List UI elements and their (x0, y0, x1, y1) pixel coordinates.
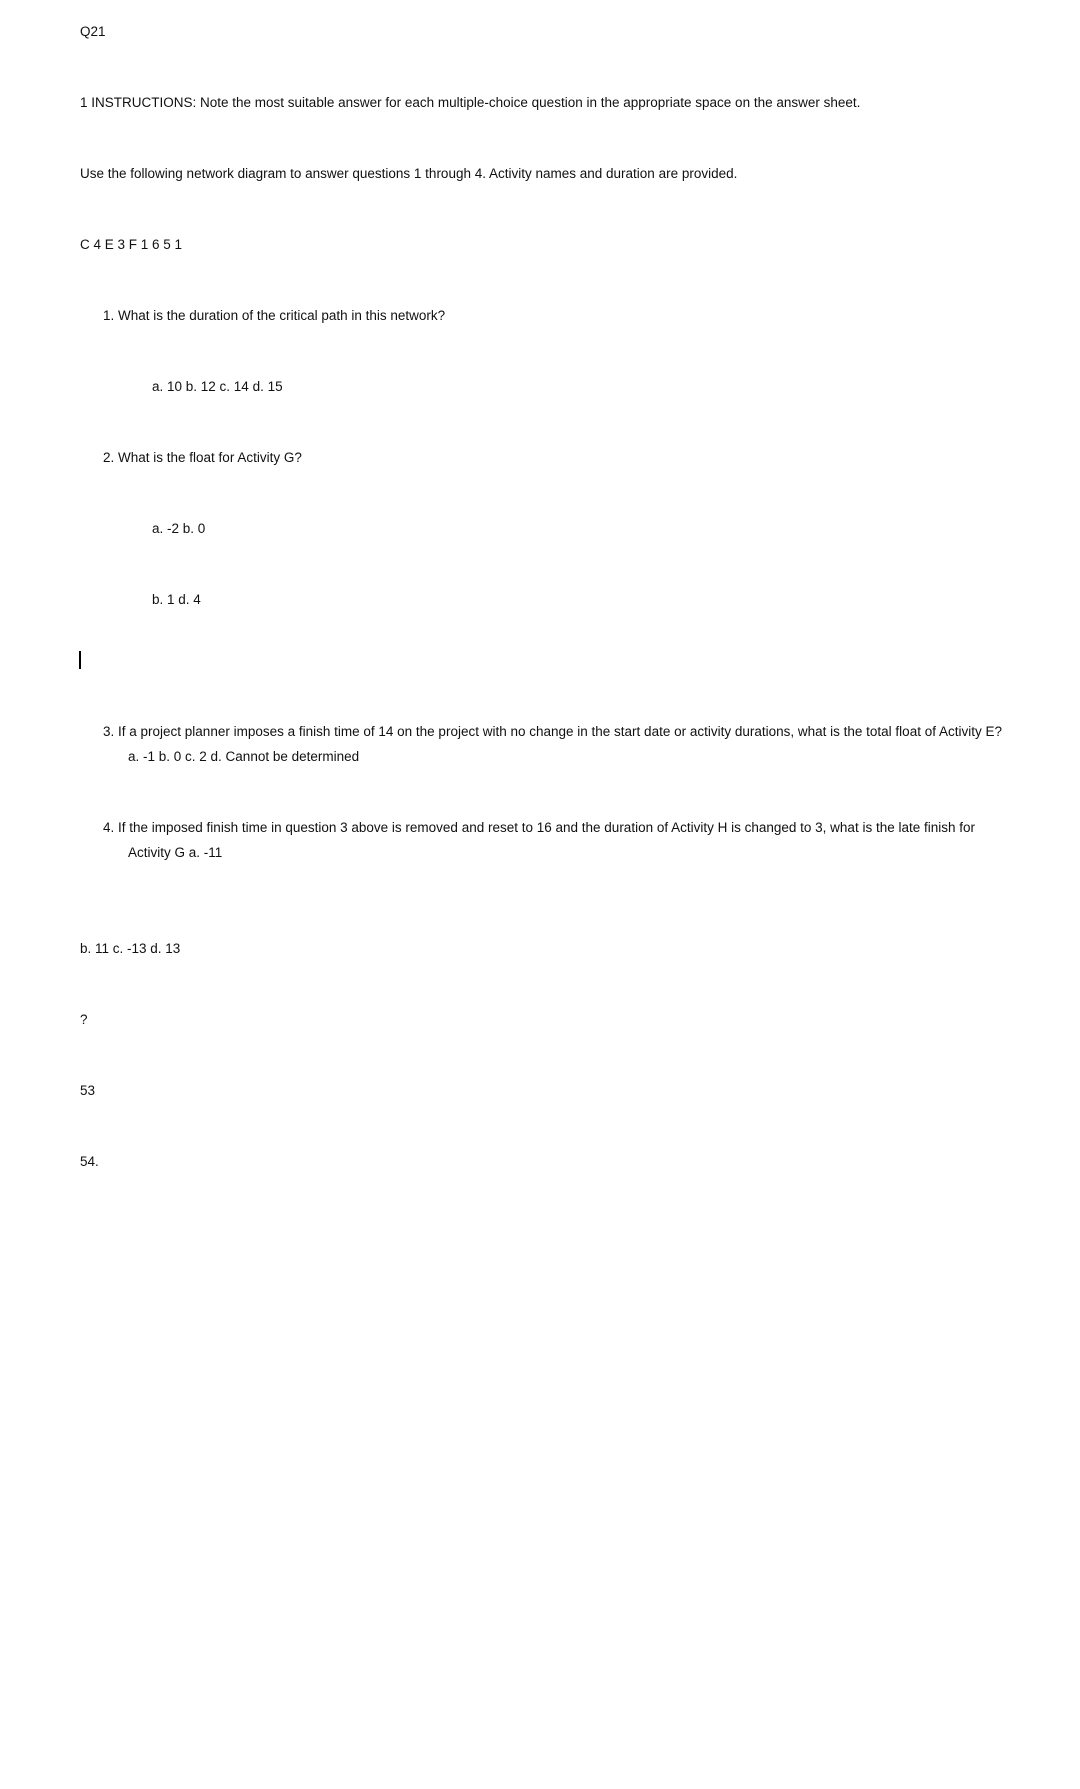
question-1 (103, 303, 1003, 328)
question-3-text: 3. If a project planner imposes a finish time of 14 on the project with no change in the start date or activity durations, what is the total float of Activity E? a. -1 b. 0 c. 2 d. Cannot be determined (103, 724, 1002, 764)
question-2-options-line-2: b. 1 d. 4 (152, 592, 201, 607)
question-1-text: 1. What is the duration of the critical path in this network? (103, 308, 446, 323)
diagram-text: C 4 E 3 F 1 6 5 1 (80, 237, 183, 252)
number-53: 53 (80, 1083, 96, 1098)
question-2 (103, 445, 1003, 470)
question-4-options-continued: b. 11 c. -13 d. 13 (80, 941, 181, 956)
question-1-options: a. 10 b. 12 c. 14 d. 15 (152, 379, 283, 394)
question-mark: ? (80, 1012, 88, 1027)
question-3 (103, 719, 1003, 769)
intro-text: Use the following network diagram to answer questions 1 through 4. Activity names and duration are provided. (80, 166, 738, 181)
number-54: 54. (80, 1154, 99, 1169)
page-header: Q21 (80, 24, 106, 39)
instructions-text: 1 INSTRUCTIONS: Note the most suitable answer for each multiple-choice question in the appropriate space on the answer sheet. (80, 95, 861, 110)
question-2-text: 2. What is the float for Activity G? (103, 450, 302, 465)
question-2-options-line-1: a. -2 b. 0 (152, 521, 206, 536)
question-4 (103, 815, 1003, 865)
question-4-text: 4. If the imposed finish time in question 3 above is removed and reset to 16 and the duration of Activity H is changed to 3, what is the late finish for Activity G a. -11 (103, 820, 975, 860)
text-cursor (79, 651, 81, 669)
